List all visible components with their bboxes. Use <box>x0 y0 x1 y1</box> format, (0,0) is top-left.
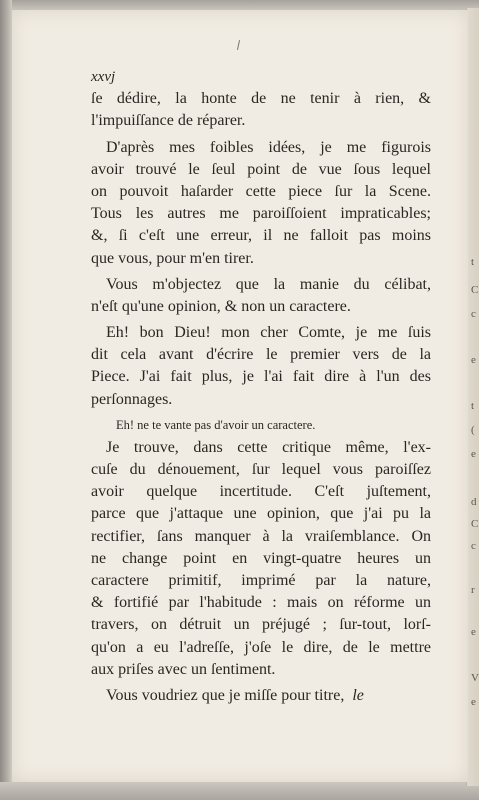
text-line: l'impuiſſance de réparer. <box>91 112 246 130</box>
text-line: & fortifié par l'habitude : mais on réforme un <box>91 594 431 612</box>
text-line: ne change point en vingt-quatre heures un <box>91 549 431 567</box>
folio-number: xxvj <box>91 69 116 85</box>
text-line: parce que j'attaque une opinion, que j'ai pu la <box>91 505 431 523</box>
text-line: avoir trouvé le ſeul point de vue ſous lequel <box>91 160 431 178</box>
facing-page-fragment: c <box>471 540 476 552</box>
page-text <box>91 66 431 707</box>
text-line: avoir quelque incertitude. C'eſt juſtement, <box>91 483 431 501</box>
text-line: n'eſt qu'une opinion, & non un caractere. <box>91 297 351 315</box>
text-line: Je trouve, dans cette critique même, l'ex- <box>106 438 431 456</box>
text-line: Tous les autres me paroiſſoient impraticables; <box>91 205 431 223</box>
facing-page-fragment: V <box>471 672 479 684</box>
text-line <box>91 685 431 707</box>
text-line: Piece. J'ai fait plus, je l'ai fait dire à l'un des <box>91 368 431 386</box>
text-line: perſonnages. <box>91 390 173 408</box>
facing-page-fragment: c <box>471 308 476 320</box>
text-line: caractere primitif, imprimé par la nature, <box>91 571 431 589</box>
text-line: D'après mes foibles idées, je me figurois <box>106 138 431 156</box>
text-line: ſe dédire, la honte de ne tenir à rien, & <box>91 90 431 108</box>
facing-page-fragment: ( <box>471 424 475 436</box>
facing-page-fragment: e <box>471 626 476 638</box>
facing-page-fragment: C <box>471 518 479 530</box>
facing-page-fragment: e <box>471 354 476 366</box>
text-line: aux priſes avec un ſentiment. <box>91 660 276 678</box>
text-line-body: Vous voudriez que je miſſe pour titre, <box>106 686 345 704</box>
text-line: dit cela avant d'écrire le premier vers de la <box>91 346 431 364</box>
facing-page-fragment: r <box>471 584 475 596</box>
facing-page-fragment: C <box>471 284 479 296</box>
scan-background-bottom <box>0 782 479 800</box>
text-line: Vous m'objectez que la manie du célibat, <box>106 275 431 293</box>
scan-background-left <box>0 0 12 800</box>
text-line: on pouvoit haſarder cette piece ſur la Scene. <box>91 182 431 200</box>
facing-page-fragment: t <box>471 256 475 268</box>
facing-page-fragment: t <box>471 400 475 412</box>
text-line: rectifier, ſans manquer à la vraiſemblance. On <box>91 527 431 545</box>
facing-page-fragment: e <box>471 448 476 460</box>
text-line: &, ſi c'eſt une erreur, il ne falloit pas moins <box>91 227 431 245</box>
catchword: le <box>352 686 364 704</box>
facing-page-fragment: d <box>471 496 477 508</box>
text-line: que vous, pour m'en tirer. <box>91 249 254 267</box>
quoted-verse: Eh! ne te vante pas d'avoir un caractere. <box>116 417 316 432</box>
text-line: cuſe du dénouement, ſur lequel vous paroiſſez <box>91 461 431 478</box>
text-line: Eh! bon Dieu! mon cher Comte, je me ſuis <box>106 324 431 342</box>
facing-page-fragment: e <box>471 696 476 708</box>
text-line: qu'on a eu l'adreſſe, j'oſe le dire, de le mettre <box>91 638 431 656</box>
text-line: travers, on détruit un préjugé ; ſur-tout, lorſ- <box>91 616 431 634</box>
